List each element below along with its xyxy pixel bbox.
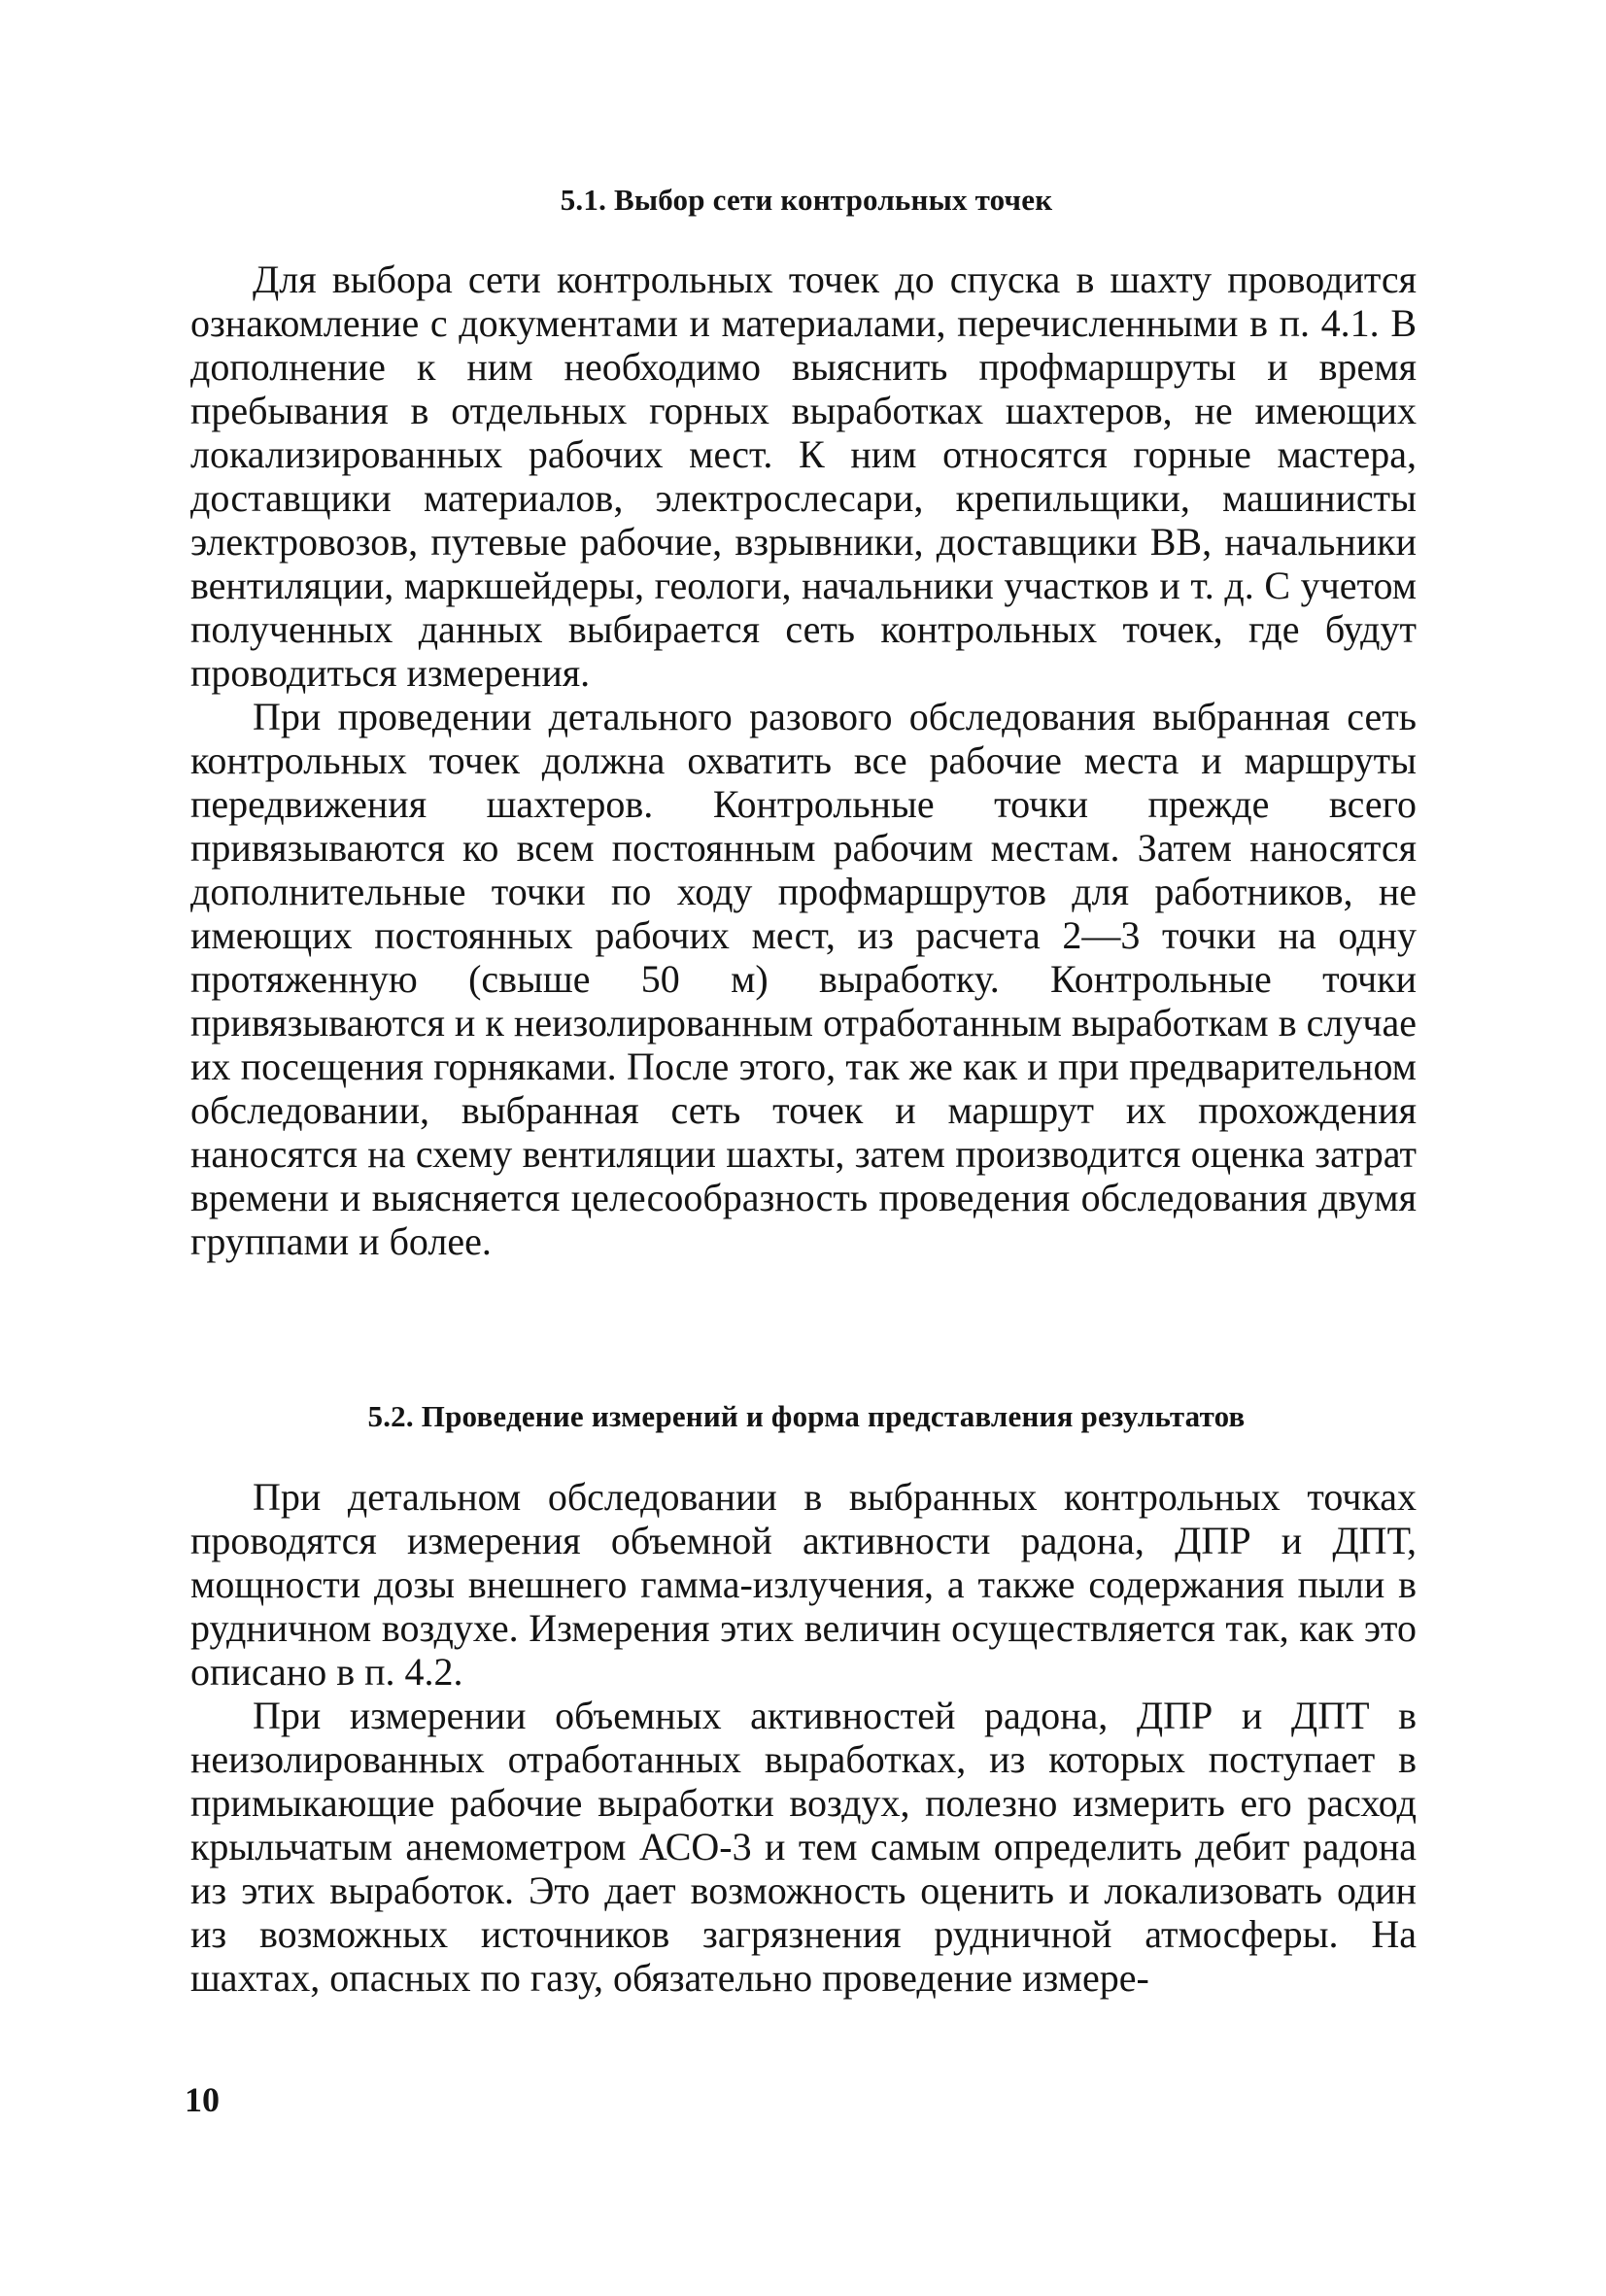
paragraph: При детальном обследовании в выбранных контрольных точках проводятся измерения объемной активности радона, ДПР и ДПТ, мощности дозы внешнего гамма-излучения, а также содержания пыли в рудничном воздухе. Измерения этих величин осуществляется так, как это описано в п. 4.2. bbox=[190, 1475, 1417, 1694]
page-number: 10 bbox=[185, 2080, 220, 2119]
paragraph: При измерении объемных активностей радона, ДПР и ДПТ в неизолированных отработанных выработках, из которых поступает в примыкающие рабочие выработки воздух, полезно измерить его расход крыльчатым анемометром АСО-3 и тем самым определить дебит радона из этих выработок. Это дает возможность оценить и локализовать один из возможных источников загрязнения рудничной атмосферы. На шахтах, опасных по газу, обязательно проведение измере- bbox=[190, 1694, 1417, 2000]
paragraph: Для выбора сети контрольных точек до спуска в шахту проводится ознакомление с документами и материалами, перечисленными в п. 4.1. В дополнение к ним необходимо выяснить профмаршруты и время пребывания в отдельных горных выработках шахтеров, не имеющих локализированных рабочих мест. К ним относятся горные мастера, доставщики материалов, электрослесари, крепильщики, машинисты электровозов, путевые рабочие, взрывники, доставщики ВВ, начальники вентиляции, маркшейдеры, геологи, начальники участков и т. д. С учетом полученных данных выбирается сеть контрольных точек, где будут проводиться измерения. bbox=[190, 257, 1417, 695]
section-5-1-body bbox=[190, 257, 1417, 1263]
paragraph: При проведении детального разового обследования выбранная сеть контрольных точек должна охватить все рабочие места и маршруты передвижения шахтеров. Контрольные точки прежде всего привязываются ко всем постоянным рабочим местам. Затем наносятся дополнительные точки по ходу профмаршрутов для работников, не имеющих постоянных рабочих мест, из расчета 2—3 точки на одну протяженную (свыше 50 м) выработку. Контрольные точки привязываются и к неизолированным отработанным выработкам в случае их посещения горняками. После этого, так же как и при предварительном обследовании, выбранная сеть точек и маршрут их прохождения наносятся на схему вентиляции шахты, затем производится оценка затрат времени и выясняется целесообразность проведения обследования двумя группами и более. bbox=[190, 695, 1417, 1263]
section-heading-5-1: 5.1. Выбор сети контрольных точек bbox=[560, 183, 1053, 217]
section-5-2-body bbox=[190, 1475, 1417, 2000]
section-heading-5-2: 5.2. Проведение измерений и форма представления результатов bbox=[367, 1399, 1246, 1433]
